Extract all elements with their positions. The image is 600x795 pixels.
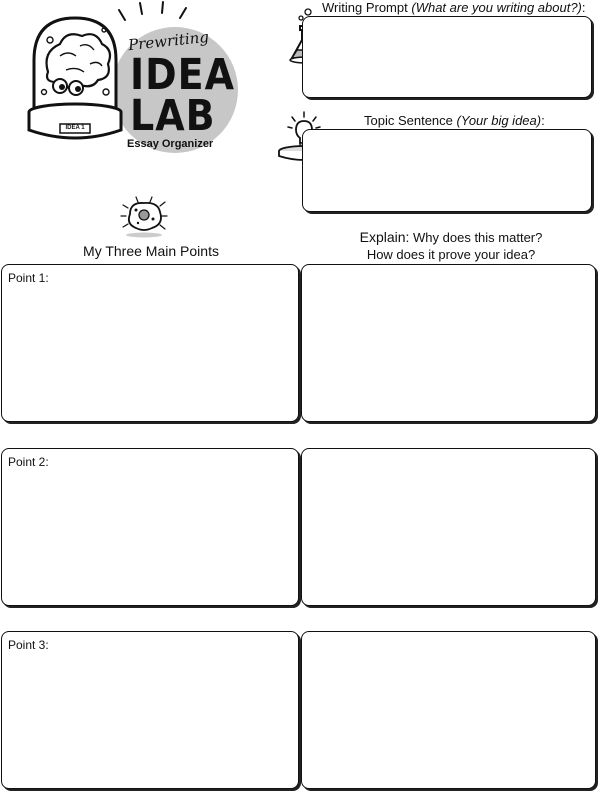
logo-title-lab: LAB — [130, 91, 216, 141]
point-1-label: Point 1: — [8, 271, 49, 285]
point-1-box[interactable] — [1, 264, 299, 422]
point-3-box[interactable] — [1, 631, 299, 789]
point-2-label: Point 2: — [8, 455, 49, 469]
topic-sentence-label: Topic Sentence (Your big idea): — [364, 113, 545, 128]
explain-header-line1: Explain: Why does this matter? — [359, 229, 543, 245]
topic-sentence-box[interactable] — [302, 129, 592, 212]
logo-prewriting: Prewriting — [127, 27, 210, 55]
point-2-box[interactable] — [1, 448, 299, 606]
jar-label: IDEA 1 — [65, 125, 85, 131]
explain-1-box[interactable] — [301, 264, 596, 422]
logo-title-idea: IDEA — [130, 50, 236, 100]
main-points-header: My Three Main Points — [83, 243, 219, 259]
point-3-label: Point 3: — [8, 638, 49, 652]
explain-header-line2: How does it prove your idea? — [366, 247, 536, 262]
writing-prompt-label: Writing Prompt (What are you writing about?): — [322, 0, 586, 15]
explain-2-box[interactable] — [301, 448, 596, 606]
logo — [20, 0, 245, 170]
explain-3-box[interactable] — [301, 631, 596, 789]
logo-subtitle: Essay Organizer — [127, 138, 214, 150]
writing-prompt-box[interactable] — [302, 16, 592, 98]
explain-header — [302, 229, 600, 263]
microbe-icon — [120, 194, 168, 238]
